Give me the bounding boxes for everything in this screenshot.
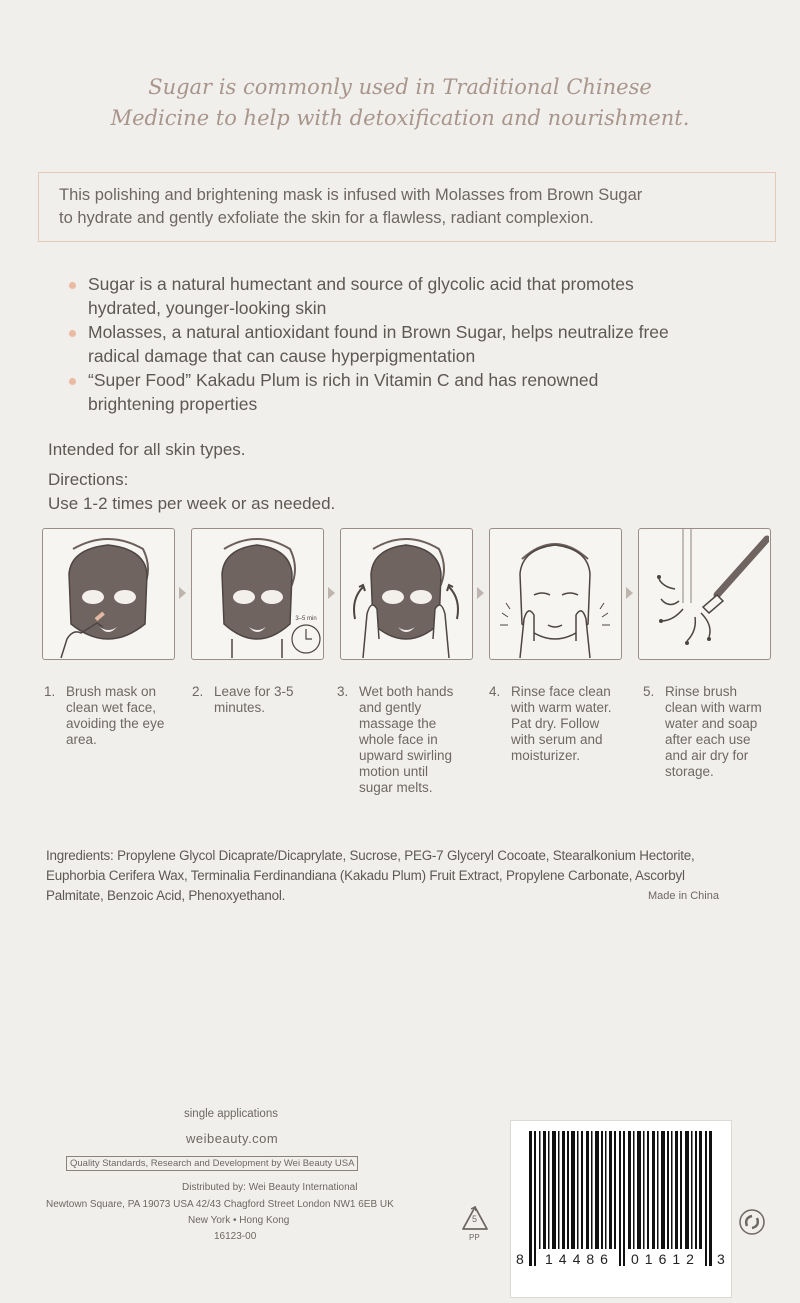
step-line: whole face in: [359, 732, 438, 747]
benefit-item: [66, 320, 766, 368]
skin-types: Intended for all skin types.: [48, 440, 246, 459]
step-number: 1.: [44, 684, 56, 699]
benefit-line: hydrated, younger-looking skin: [88, 298, 327, 318]
brush-face-icon: [43, 529, 173, 658]
benefit-line: Sugar is a natural humectant and source of glycolic acid that promotes: [88, 274, 634, 294]
recycle-label: PP: [469, 1233, 480, 1242]
timer-face-icon: [192, 529, 322, 658]
step-arrow-icon: [328, 587, 335, 599]
bullet-dot-icon: [69, 378, 76, 385]
intro-box: [38, 172, 776, 242]
address: Newtown Square, PA 19073 USA 42/43 Chagford Street London NW1 6EB UK: [46, 1199, 394, 1210]
step-line: storage.: [665, 764, 714, 779]
step-line: massage the: [359, 716, 437, 731]
step-number: 3.: [337, 684, 349, 699]
benefits-list: [66, 272, 766, 416]
step-line: Rinse brush: [665, 684, 738, 699]
ingredients-line: Euphorbia Cerifera Wax, Terminalia Ferdinandiana (Kakadu Plum) Fruit Extract, Propylene Carbonate, Ascorbyl: [46, 868, 685, 883]
massage-face-icon: [341, 529, 471, 658]
single-applications: single applications: [184, 1108, 278, 1120]
benefit-line: Molasses, a natural antioxidant found in Brown Sugar, helps neutralize free: [88, 322, 669, 342]
barcode-digits-left: 14486: [545, 1251, 614, 1267]
step-line: area.: [66, 732, 97, 747]
tagline-line-1: Sugar is commonly used in Traditional Chinese: [148, 75, 652, 99]
step-5-panel: [638, 528, 771, 660]
ingredients-line: Ingredients: Propylene Glycol Dicaprate/Dicaprylate, Sucrose, PEG-7 Glyceryl Cocoate, Stearalkonium Hectorite,: [46, 848, 695, 863]
step-line: moisturizer.: [511, 748, 581, 763]
made-in: Made in China: [648, 890, 719, 902]
bullet-dot-icon: [69, 330, 76, 337]
barcode: [510, 1120, 732, 1298]
step-line: Brush mask on: [66, 684, 157, 699]
step-line: Rinse face clean: [511, 684, 611, 699]
step-line: Leave for 3-5: [214, 684, 294, 699]
benefit-line: brightening properties: [88, 394, 258, 414]
step-number: 5.: [643, 684, 655, 699]
step-line: avoiding the eye: [66, 716, 165, 731]
tagline-line-2: Medicine to help with detoxification and nourishment.: [110, 106, 690, 130]
ingredients: [46, 846, 695, 906]
step-line: clean wet face,: [66, 700, 157, 715]
benefit-line: “Super Food” Kakadu Plum is rich in Vitamin C and has renowned: [88, 370, 599, 390]
step-line: water and soap: [665, 716, 758, 731]
step-line: after each use: [665, 732, 751, 747]
distributed-by: Distributed by: Wei Beauty International: [182, 1182, 358, 1193]
step-number: 4.: [489, 684, 501, 699]
rinse-face-icon: [490, 529, 620, 658]
step-arrow-icon: [626, 587, 633, 599]
step-line: clean with warm: [665, 700, 762, 715]
cities: New York • Hong Kong: [188, 1215, 290, 1226]
tagline: [0, 72, 800, 134]
timer-label: 3–5 min: [295, 616, 317, 622]
recycle-pp-icon: [460, 1204, 490, 1244]
ingredients-line: Palmitate, Benzoic Acid, Phenoxyethanol.: [46, 888, 286, 903]
step-line: Pat dry. Follow: [511, 716, 600, 731]
benefit-item: [66, 272, 766, 320]
directions-usage: Use 1-2 times per week or as needed.: [48, 494, 336, 513]
directions-heading: Directions:: [48, 470, 129, 489]
barcode-digit-last: 3: [717, 1251, 725, 1267]
recycle-number: 5: [472, 1214, 478, 1224]
barcode-bars: [511, 1121, 731, 1271]
barcode-digits-right: 01612: [631, 1251, 700, 1267]
step-line: minutes.: [214, 700, 266, 715]
step-line: motion until: [359, 764, 429, 779]
website: weibeauty.com: [186, 1131, 279, 1146]
step-line: sugar melts.: [359, 780, 433, 795]
intro-line-2: to hydrate and gently exfoliate the skin for a flawless, radiant complexion.: [59, 209, 594, 227]
green-dot-icon: [738, 1208, 766, 1236]
benefit-line: radical damage that can cause hyperpigmentation: [88, 346, 476, 366]
step-line: with serum and: [511, 732, 603, 747]
barcode-digit-first: 8: [516, 1251, 524, 1267]
step-line: and gently: [359, 700, 422, 715]
quality-statement: Quality Standards, Research and Development by Wei Beauty USA: [66, 1156, 358, 1171]
step-line: with warm water.: [511, 700, 612, 715]
step-3-panel: [340, 528, 473, 660]
step-arrow-icon: [179, 587, 186, 599]
product-code: 16123-00: [214, 1231, 257, 1242]
step-arrow-icon: [477, 587, 484, 599]
step-line: Wet both hands: [359, 684, 454, 699]
step-1-panel: [42, 528, 175, 660]
intro-line-1: This polishing and brightening mask is infused with Molasses from Brown Sugar: [59, 186, 643, 204]
step-line: upward swirling: [359, 748, 453, 763]
step-2-panel: [191, 528, 324, 660]
bullet-dot-icon: [69, 282, 76, 289]
step-number: 2.: [192, 684, 204, 699]
benefit-item: [66, 368, 766, 416]
rinse-brush-icon: [639, 529, 769, 658]
step-line: and air dry for: [665, 748, 749, 763]
step-4-panel: [489, 528, 622, 660]
